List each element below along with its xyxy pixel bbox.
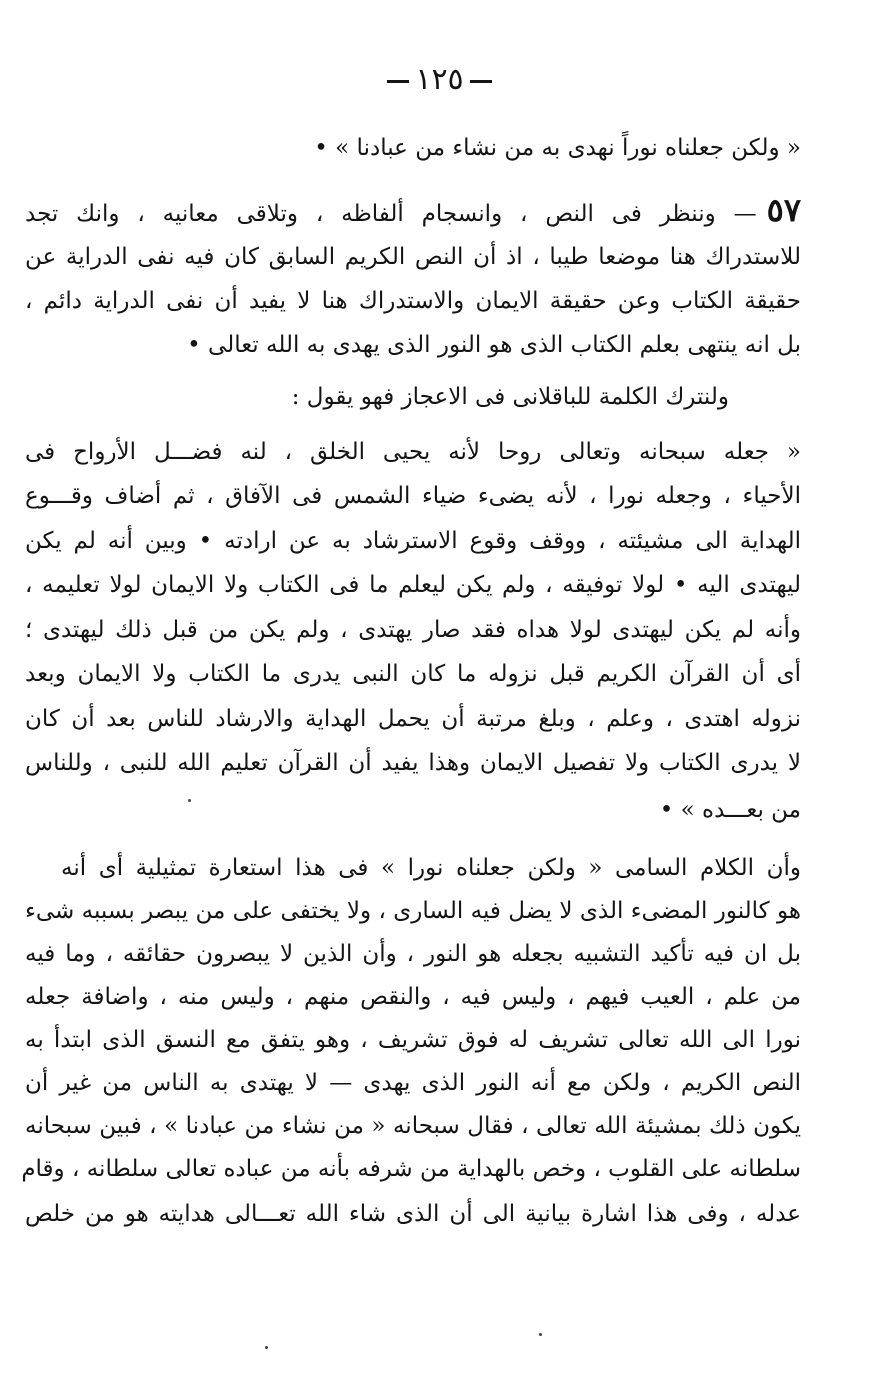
line-text: ولنترك الكلمة للباقلانى فى الاعجاز فهو يقول : xyxy=(291,384,729,410)
line-text: يكون ذلك بمشيئة الله تعالى ، فقال سبحانه « من نشاء من عبادنا » ، فبين سبحانه xyxy=(25,1113,801,1139)
quote-line-4 xyxy=(25,565,801,605)
page-number-text: ١٢٥ xyxy=(415,62,464,97)
line-text: هو كالنور المضىء الذى لا يضل فيه السارى ، ولا يختفى على من يبصر بسببه شىء xyxy=(25,898,801,924)
paragraph-number: ٥٧ xyxy=(766,191,801,229)
line-text: الأحياء ، وجعله نورا ، لأنه يضىء ضياء الشمس فى الآفاق ، ثم أضاف وقـــوع xyxy=(25,483,801,509)
quote-line-8 xyxy=(25,743,801,783)
scan-speck xyxy=(265,1346,268,1349)
para-line-7 xyxy=(25,1106,801,1146)
line-text: أى أن القرآن الكريم قبل نزوله ما كان النبى يدرى ما الكتاب ولا الايمان وبعد xyxy=(25,661,801,687)
line-text: لا يدرى الكتاب ولا تفصيل الايمان وهذا يفيد أن القرآن تعليم الله للنبى ، وللناس xyxy=(25,750,801,776)
para-line-6 xyxy=(25,1063,801,1103)
quote-line-3 xyxy=(25,521,801,561)
para-line-1 xyxy=(61,848,801,888)
scan-speck xyxy=(539,1333,542,1336)
paragraph-57-line-2 xyxy=(25,237,801,277)
quote-line-7 xyxy=(25,699,801,739)
line-text: نزوله اهتدى ، وعلم ، وبلغ مرتبة أن يحمل الهداية والارشاد للناس بعد أن كان xyxy=(25,706,801,732)
verse-text: « ولكن جعلناه نوراً نهدى به من نشاء من عبادنا » • xyxy=(314,135,801,161)
scan-speck xyxy=(188,799,191,802)
line-text: سلطانه على القلوب ، وخص بالهداية من شرفه بأنه من عباده تعالى سلطانه ، وقام xyxy=(21,1156,801,1182)
para-line-8 xyxy=(21,1149,801,1189)
line-text: بل ان فيه تأكيد التشبيه بجعله هو النور ، وأن الذين لا يبصرون حقائقه ، وما فيه xyxy=(25,941,801,967)
para-line-4 xyxy=(25,977,801,1017)
quote-line-5 xyxy=(25,610,801,650)
intro-line xyxy=(292,377,729,417)
line-text: حقيقة الكتاب وعن حقيقة الايمان والاستدراك هنا لا يفيد أن نفى الدراية دائم ، xyxy=(25,288,801,314)
quote-line-9 xyxy=(660,790,801,830)
quote-line-2 xyxy=(25,476,801,516)
paragraph-57-line-4 xyxy=(187,325,801,365)
para-line-3 xyxy=(25,934,801,974)
paragraph-57-line-1 xyxy=(25,190,801,230)
para-line-5 xyxy=(25,1020,801,1060)
para-line-2 xyxy=(25,891,801,931)
line-text: وأن الكلام السامى « ولكن جعلناه نورا » فى هذا استعارة تمثيلية أى أنه xyxy=(61,855,801,881)
line-text: نورا الى الله تعالى تشريف له فوق تشريف ، وهو يتفق مع النسق الذى ابتدأ به xyxy=(25,1027,801,1053)
para-line-9 xyxy=(25,1194,801,1234)
dash-left xyxy=(387,80,409,83)
line-text: الهداية الى مشيئته ، ووقف وقوع الاسترشاد به عن ارادته • وبين أنه لم يكن xyxy=(25,528,801,554)
line-text: وأنه لم يكن ليهتدى لولا هداه فقد صار يهتدى ، ولم يكن من قبل ذلك ليهتدى ؛ xyxy=(25,617,801,643)
line-text: « جعله سبحانه وتعالى روحا لأنه يحيى الخلق ، لنه فضـــل الأرواح فى xyxy=(25,439,801,465)
quote-line-1 xyxy=(25,432,801,472)
quote-line-6 xyxy=(25,654,801,694)
page-number xyxy=(0,62,879,97)
line-text: عدله ، وفى هذا اشارة بيانية الى أن الذى شاء الله تعـــالى هدايته هو من خلص xyxy=(25,1201,801,1227)
dash-right xyxy=(470,80,492,83)
verse-line xyxy=(314,128,801,168)
line-text: من علم ، العيب فيهم ، وليس فيه ، والنقص منهم ، وليس منه ، واضافة جعله xyxy=(25,984,801,1010)
line-text: من بعـــده » • xyxy=(659,797,801,823)
paragraph-57-line-3 xyxy=(25,281,801,321)
line-text: بل انه ينتهى بعلم الكتاب الذى هو النور الذى يهدى به الله تعالى • xyxy=(187,332,801,358)
line-text: ليهتدى اليه • لولا توفيقه ، ولم يكن ليعلم ما فى الكتاب ولا الايمان لولا تعليمه ، xyxy=(25,572,801,598)
line-text: — وننظر فى النص ، وانسجام ألفاظه ، وتلاقى معانيه ، وانك تجد xyxy=(25,201,757,227)
line-text: للاستدراك هنا موضعا طيبا ، اذ أن النص الكريم السابق كان فيه نفى الدراية عن xyxy=(25,244,801,270)
line-text: النص الكريم ، ولكن مع أنه النور الذى يهدى — لا يهتدى به الناس من غير أن xyxy=(25,1070,801,1096)
